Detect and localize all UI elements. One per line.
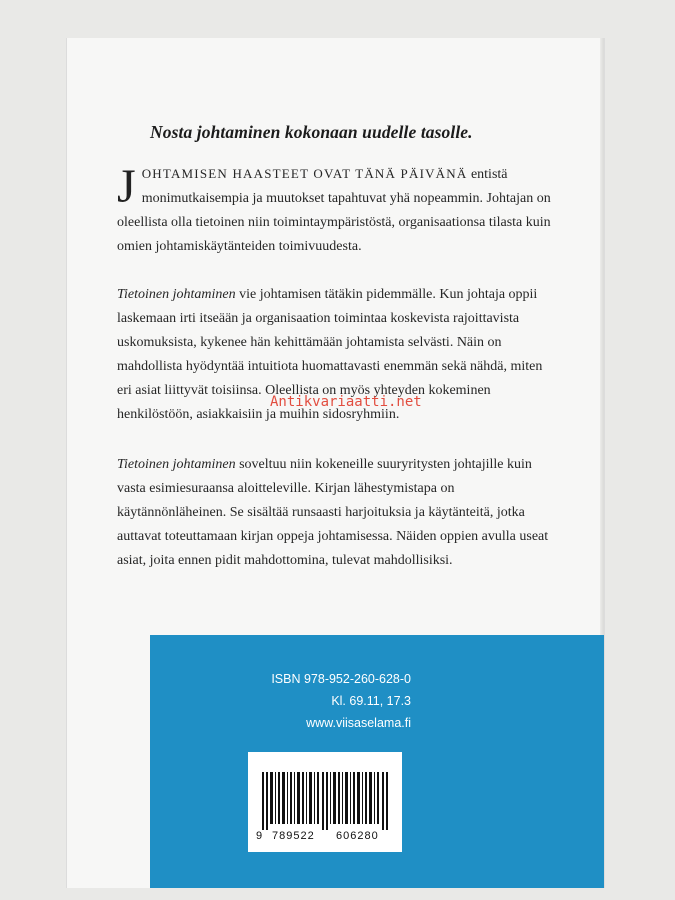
intro-caps: OHTAMISEN HAASTEET OVAT TÄNÄ PÄIVÄNÄ [141,166,468,181]
barcode [248,752,402,852]
second-text: vie johtamisen tätäkin pidemmälle. Kun johtaja oppii laskemaan irti itseään ja organisaation toimintaa koskevista rajoittavista uskomuksista, kykenee hän kehittämään johtamista selvästi. Näin on mahdollista hyödyntää intuitiota huomattavasti enemmän sekä nähdä, miten eri asiat liittyvät toisiinsa. Oleellista on myös yhteyden kokeminen henkilöstöön, asiakkaisiin ja muihin sidosryhmiin. [117,287,543,422]
barcode-first-digit: 9 [256,830,264,842]
book-title-italic: Tietoinen johtaminen [117,457,236,472]
classification-text: Kl. 69.11, 17.3 [331,694,411,708]
third-text: soveltuu niin kokeneille suuryritysten johtajille kuin vasta esimiesuraansa aloitteleville. Kirjan lähestymistapa on käytännönläheinen. Se sisältää runsaasti harjoituksia ja käytänteitä, jotka auttavat toteuttamaan kirjan oppeja johtamisessa. Näiden oppien avulla useat asiat, joita ennen pidit mahdottomina, tulevat mahdollisiksi. [117,457,549,568]
barcode-left-digits: 789522 [272,830,315,842]
dropcap: J [117,160,136,213]
isbn-text: ISBN 978-952-260-628-0 [271,672,411,686]
website-text: www.viisaselama.fi [306,716,411,730]
intro-text: entistä monimutkaisempia ja muutokset tapahtuvat yhä nopeammin. Johtajan on oleellista olla tietoinen niin toimintaympäristöstä, organisaationsa tilasta kuin omien johtamiskäytänteiden toimivuudesta. [117,167,551,254]
book-title-italic: Tietoinen johtaminen [117,287,236,302]
paragraph-intro [117,162,557,259]
headline: Nosta johtaminen kokonaan uudelle tasolle. [150,122,473,142]
paragraph-third [117,453,557,573]
isbn-block [226,668,411,734]
watermark: Antikvariaatti.net [270,394,422,410]
barcode-right-digits: 606280 [336,830,379,842]
barcode-bars [262,772,390,830]
